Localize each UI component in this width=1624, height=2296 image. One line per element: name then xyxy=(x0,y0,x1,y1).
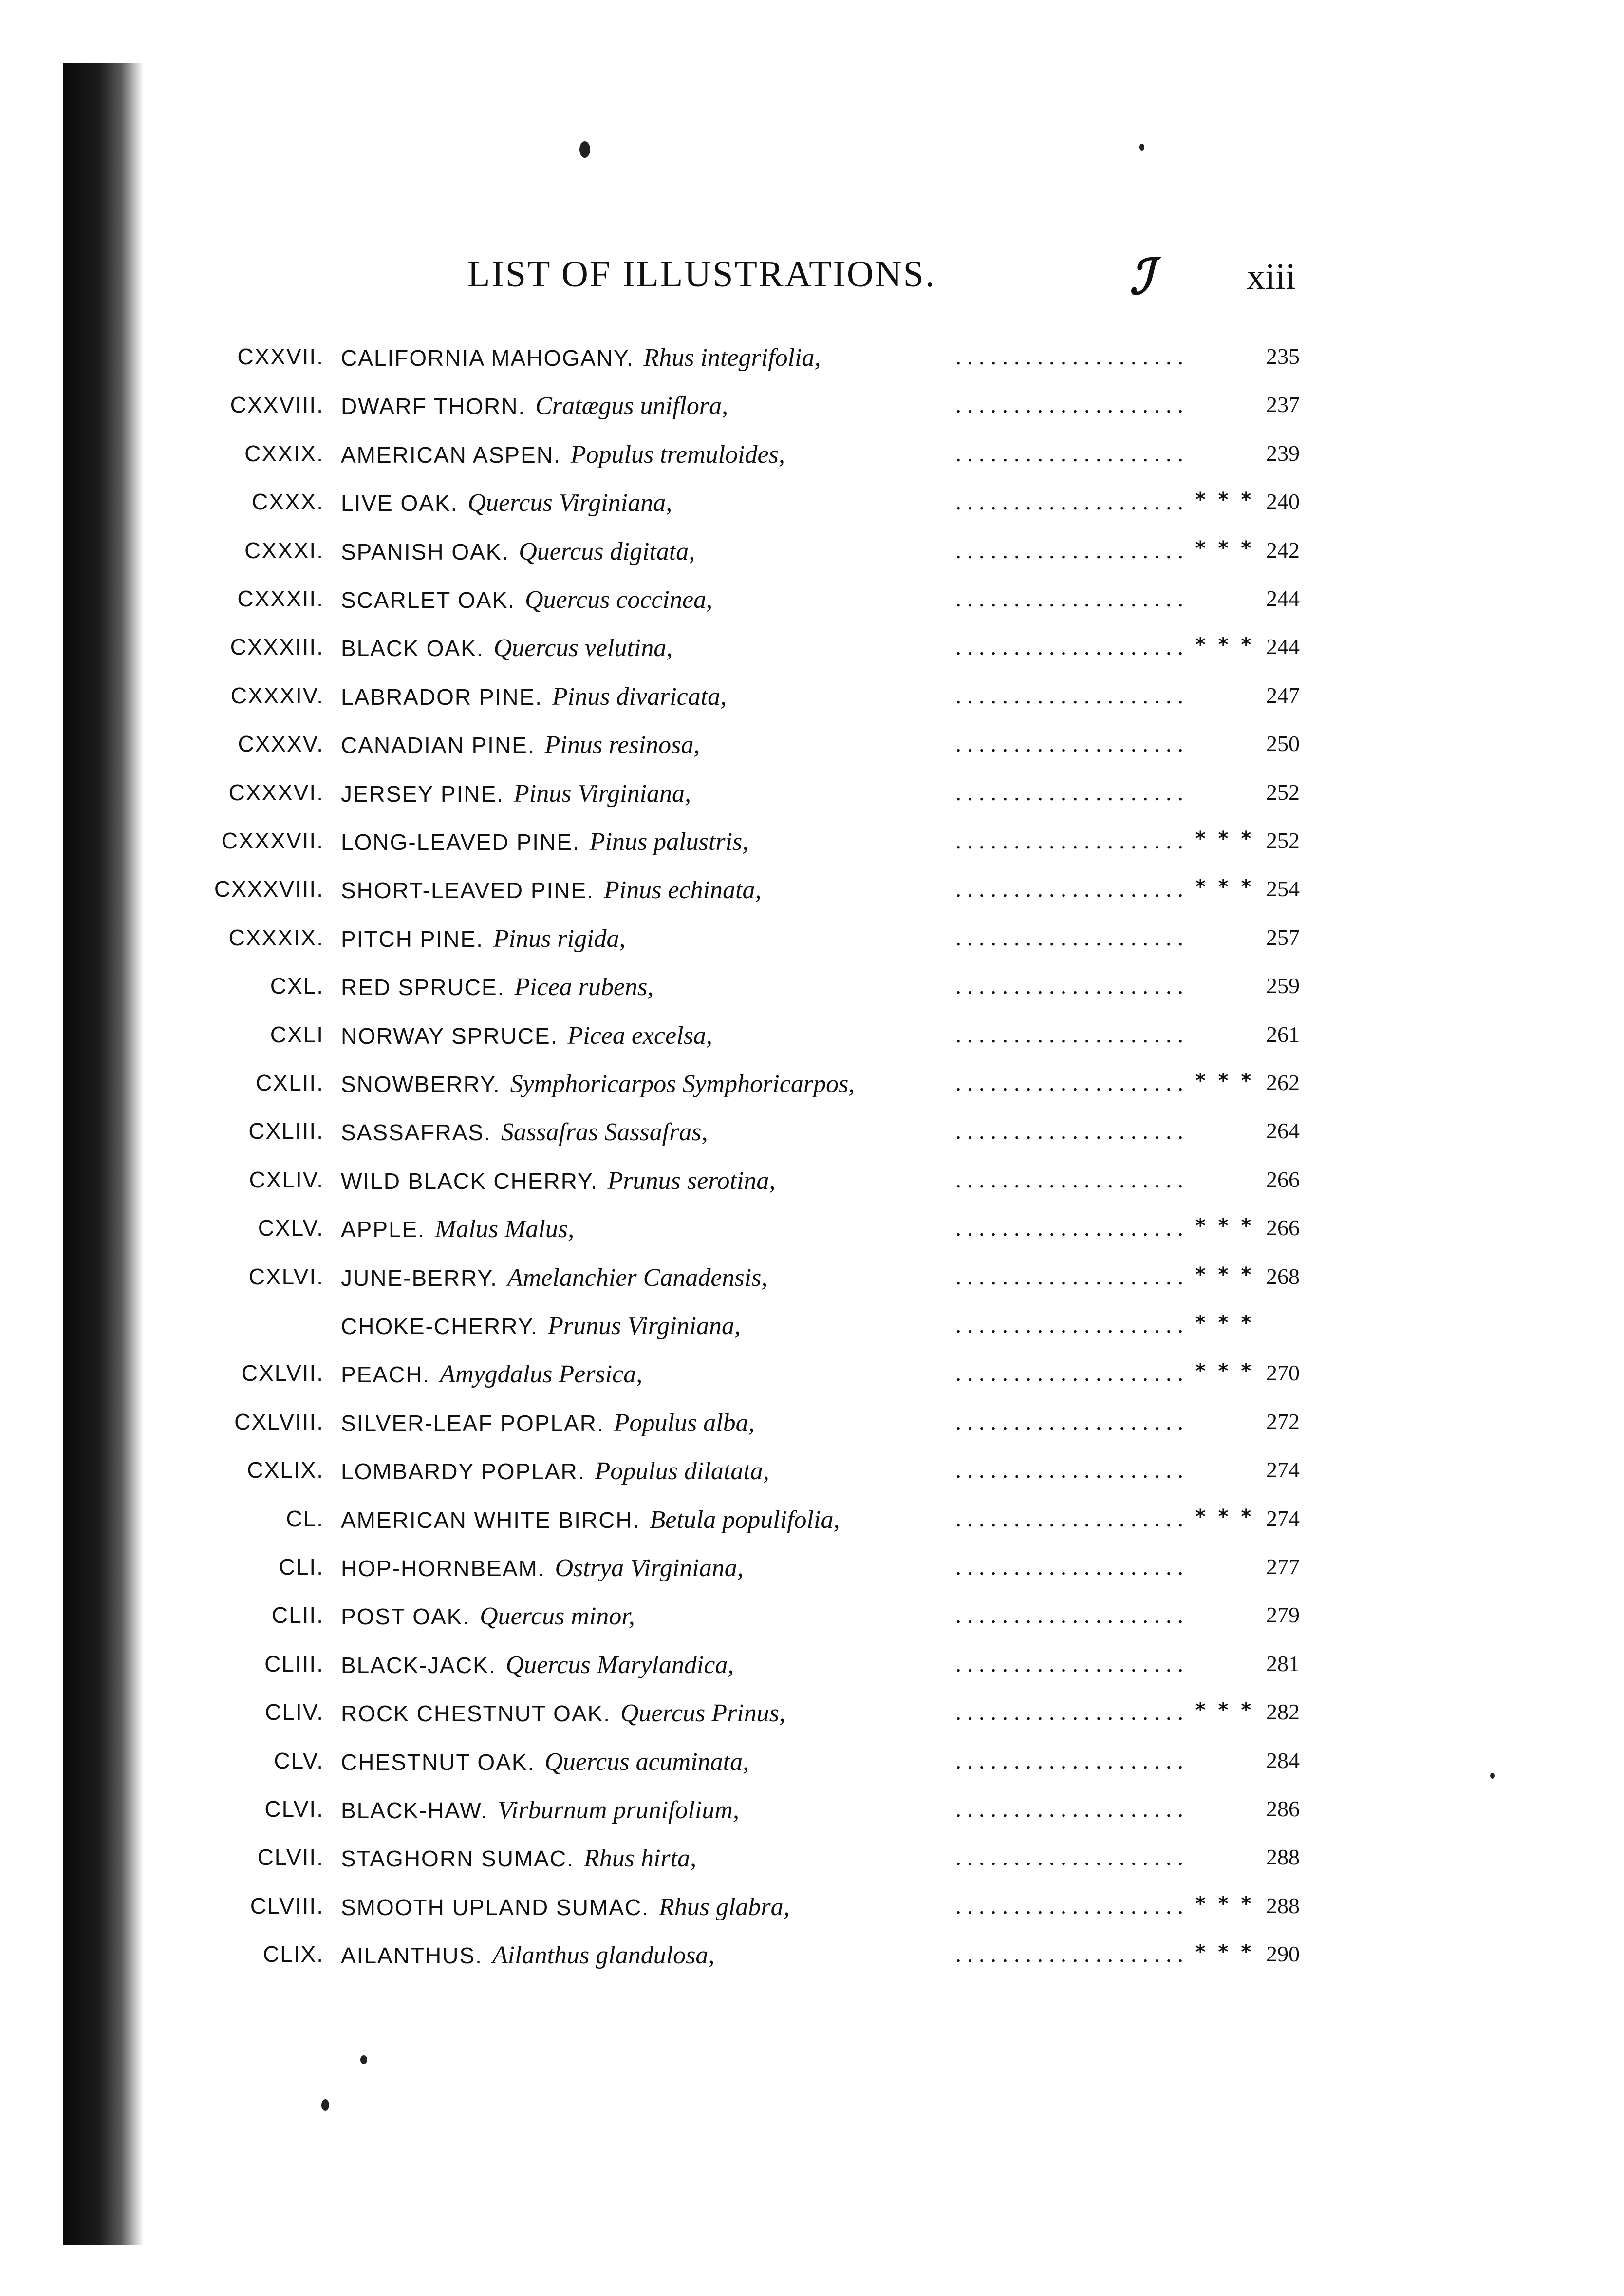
plate-numeral: CXXXIII. xyxy=(230,634,324,659)
entry-title xyxy=(341,1554,744,1582)
plate-numeral: CXLVII. xyxy=(241,1360,324,1386)
dot-leaders: . . . . . . . . . . . . . . . . . . . . xyxy=(955,780,1183,806)
entry-title xyxy=(341,392,728,420)
list-item xyxy=(0,682,1624,729)
entry-title xyxy=(341,537,695,566)
page-ref: 264 xyxy=(1266,1118,1300,1143)
plate-numeral: CXLVIII. xyxy=(234,1409,324,1434)
latin-name: Ailanthus glandulosa, xyxy=(492,1941,715,1969)
plate-numeral: CXXXII. xyxy=(237,586,324,611)
page-ref: 252 xyxy=(1266,828,1300,853)
plate-numeral: CXXXVII. xyxy=(221,828,324,853)
page-ref: 262 xyxy=(1266,1070,1300,1095)
dot-leaders: . . . . . . . . . . . . . . . . . . . . xyxy=(955,1409,1183,1435)
common-name: CHOKE-CHERRY. xyxy=(341,1314,539,1339)
common-name: WILD BLACK CHERRY. xyxy=(341,1168,598,1194)
page-ref: 250 xyxy=(1266,731,1300,756)
entry-title xyxy=(341,1651,734,1679)
plate-numeral: CXLI xyxy=(270,1022,324,1047)
entry-title xyxy=(341,1748,749,1776)
common-name: AILANTHUS. xyxy=(341,1943,483,1968)
common-name: ROCK CHESTNUT OAK. xyxy=(341,1701,611,1726)
common-name: SASSAFRAS. xyxy=(341,1120,491,1145)
list-item xyxy=(0,1360,1624,1407)
entry-title xyxy=(341,585,712,614)
plate-numeral: CLII. xyxy=(271,1602,324,1628)
page-ref: 242 xyxy=(1266,538,1300,563)
common-name: CHESTNUT OAK. xyxy=(341,1750,535,1775)
common-name: STAGHORN SUMAC. xyxy=(341,1846,574,1871)
page-ref: 244 xyxy=(1266,634,1300,659)
entry-title xyxy=(341,876,762,904)
list-item xyxy=(0,1118,1624,1165)
asterisk-marker: * * * xyxy=(1195,828,1254,850)
scan-speck xyxy=(321,2099,329,2111)
page-ref: 252 xyxy=(1266,780,1300,805)
page-ref: 279 xyxy=(1266,1602,1300,1627)
latin-name: Quercus velutina, xyxy=(493,634,673,662)
page-ref: 268 xyxy=(1266,1264,1300,1289)
latin-name: Amelanchier Canadensis, xyxy=(507,1264,768,1292)
list-item xyxy=(0,1941,1624,1988)
dot-leaders: . . . . . . . . . . . . . . . . . . . . xyxy=(955,1167,1183,1193)
latin-name: Pinus Virginiana, xyxy=(514,780,691,808)
plate-numeral: CXLII. xyxy=(256,1070,324,1095)
latin-name: Picea rubens, xyxy=(514,973,654,1001)
latin-name: Quercus minor, xyxy=(480,1602,635,1630)
dot-leaders: . . . . . . . . . . . . . . . . . . . . xyxy=(955,392,1183,418)
page-ref: 239 xyxy=(1266,441,1300,466)
list-item xyxy=(0,924,1624,971)
list-item xyxy=(0,1651,1624,1697)
common-name: CANADIAN PINE. xyxy=(341,733,535,758)
dot-leaders: . . . . . . . . . . . . . . . . . . . . xyxy=(955,828,1183,854)
dot-leaders: . . . . . . . . . . . . . . . . . . . . xyxy=(955,538,1183,564)
latin-name: Populus tremuloides, xyxy=(570,441,785,469)
dot-leaders: . . . . . . . . . . . . . . . . . . . . xyxy=(955,1264,1183,1290)
common-name: AMERICAN ASPEN. xyxy=(341,442,561,468)
list-item xyxy=(0,440,1624,487)
latin-name: Populus dilatata, xyxy=(595,1457,769,1485)
latin-name: Pinus divaricata, xyxy=(552,683,727,711)
page-ref: 284 xyxy=(1266,1748,1300,1773)
list-item xyxy=(0,1215,1624,1261)
plate-numeral: CXXX. xyxy=(251,489,324,514)
scan-speck xyxy=(360,2055,367,2064)
entry-title xyxy=(341,731,700,759)
asterisk-marker: * * * xyxy=(1195,1941,1254,1963)
plate-numeral: CXLIV. xyxy=(249,1167,324,1192)
plate-numeral: CLV. xyxy=(274,1748,324,1773)
latin-name: Populus alba, xyxy=(614,1409,755,1437)
entry-title xyxy=(341,828,748,856)
list-item xyxy=(0,634,1624,680)
latin-name: Quercus digitata, xyxy=(519,538,695,565)
dot-leaders: . . . . . . . . . . . . . . . . . . . . xyxy=(955,1070,1183,1096)
entry-title xyxy=(341,1312,741,1340)
dot-leaders: . . . . . . . . . . . . . . . . . . . . xyxy=(955,1360,1183,1386)
page-ref: 257 xyxy=(1266,925,1300,950)
common-name: LOMBARDY POPLAR. xyxy=(341,1459,585,1484)
entry-title xyxy=(341,634,672,662)
dot-leaders: . . . . . . . . . . . . . . . . . . . . xyxy=(955,1312,1183,1338)
plate-numeral: CLIX. xyxy=(262,1941,324,1967)
plate-numeral: CXLIII. xyxy=(248,1118,324,1144)
list-item xyxy=(0,1699,1624,1746)
plate-numeral: CXLIX. xyxy=(247,1457,324,1483)
entry-title xyxy=(341,1941,714,1970)
latin-name: Malus Malus, xyxy=(435,1215,575,1243)
asterisk-marker: * * * xyxy=(1195,1312,1254,1334)
dot-leaders: . . . . . . . . . . . . . . . . . . . . xyxy=(955,1506,1183,1532)
page-ref: 261 xyxy=(1266,1022,1300,1047)
plate-numeral: CLVI. xyxy=(264,1796,324,1822)
latin-name: Ostrya Virginiana, xyxy=(555,1554,744,1582)
entry-title xyxy=(341,1699,785,1728)
page-ref: 290 xyxy=(1266,1941,1300,1966)
latin-name: Pinus rigida, xyxy=(493,925,626,953)
asterisk-marker: * * * xyxy=(1195,634,1254,656)
common-name: LONG-LEAVED PINE. xyxy=(341,829,580,855)
entry-title xyxy=(341,1602,635,1631)
plate-numeral: CXXXIX. xyxy=(228,925,324,950)
dot-leaders: . . . . . . . . . . . . . . . . . . . . xyxy=(955,634,1183,660)
plate-numeral: CXXXIV. xyxy=(230,683,324,708)
latin-name: Symphoricarpos Symphoricarpos, xyxy=(510,1070,855,1098)
common-name: NORWAY SPRUCE. xyxy=(341,1023,558,1049)
dot-leaders: . . . . . . . . . . . . . . . . . . . . xyxy=(955,489,1183,515)
entry-title xyxy=(341,489,672,517)
page-ref: 288 xyxy=(1266,1893,1300,1918)
latin-name: Prunus serotina, xyxy=(607,1167,776,1195)
page-ref: 282 xyxy=(1266,1699,1300,1724)
dot-leaders: . . . . . . . . . . . . . . . . . . . . xyxy=(955,1118,1183,1144)
asterisk-marker: * * * xyxy=(1195,1215,1254,1237)
list-item xyxy=(0,585,1624,632)
entry-title xyxy=(341,343,821,372)
dot-leaders: . . . . . . . . . . . . . . . . . . . . xyxy=(955,973,1183,999)
common-name: CALIFORNIA MAHOGANY. xyxy=(341,345,634,371)
list-item xyxy=(0,489,1624,535)
latin-name: Virburnum prunifolium, xyxy=(498,1796,739,1824)
latin-name: Rhus hirta, xyxy=(583,1844,697,1872)
page-ref: 254 xyxy=(1266,876,1300,901)
page-ref: 237 xyxy=(1266,392,1300,417)
common-name: AMERICAN WHITE BIRCH. xyxy=(341,1507,640,1533)
page-ref: 244 xyxy=(1266,586,1300,611)
entry-title xyxy=(341,1215,574,1243)
common-name: DWARF THORN. xyxy=(341,394,526,419)
list-item xyxy=(0,1796,1624,1843)
latin-name: Quercus coccinea, xyxy=(525,586,713,614)
common-name: APPLE. xyxy=(341,1217,426,1242)
latin-name: Rhus integrifolia, xyxy=(643,344,821,372)
list-item xyxy=(0,1312,1624,1358)
dot-leaders: . . . . . . . . . . . . . . . . . . . . xyxy=(955,1748,1183,1774)
asterisk-marker: * * * xyxy=(1195,1893,1254,1915)
latin-name: Quercus Marylandica, xyxy=(505,1651,734,1679)
entry-title xyxy=(341,1457,769,1486)
scan-speck xyxy=(579,141,590,158)
entry-title xyxy=(341,1263,767,1292)
list-item xyxy=(0,1409,1624,1455)
dot-leaders: . . . . . . . . . . . . . . . . . . . . xyxy=(955,1215,1183,1241)
page-title: LIST OF ILLUSTRATIONS. xyxy=(467,254,936,295)
latin-name: Quercus acuminata, xyxy=(544,1748,749,1776)
list-item xyxy=(0,1748,1624,1794)
dot-leaders: . . . . . . . . . . . . . . . . . . . . xyxy=(955,1022,1183,1048)
common-name: RED SPRUCE. xyxy=(341,975,505,1000)
list-item xyxy=(0,1021,1624,1068)
plate-numeral: CXXXVI. xyxy=(228,780,324,805)
dot-leaders: . . . . . . . . . . . . . . . . . . . . xyxy=(955,683,1183,709)
common-name: SCARLET OAK. xyxy=(341,587,516,613)
plate-numeral: CXXVIII. xyxy=(230,392,324,417)
plate-numeral: CXXVII. xyxy=(237,344,324,369)
page-ref: 274 xyxy=(1266,1506,1300,1531)
asterisk-marker: * * * xyxy=(1195,1506,1254,1528)
dot-leaders: . . . . . . . . . . . . . . . . . . . . xyxy=(955,1893,1183,1919)
asterisk-marker: * * * xyxy=(1195,876,1254,898)
list-item xyxy=(0,828,1624,874)
asterisk-marker: * * * xyxy=(1195,1699,1254,1721)
entry-title xyxy=(341,682,727,711)
dot-leaders: . . . . . . . . . . . . . . . . . . . . xyxy=(955,586,1183,612)
latin-name: Picea excelsa, xyxy=(567,1022,712,1050)
common-name: LABRADOR PINE. xyxy=(341,684,542,710)
plate-numeral: CXL. xyxy=(270,973,324,998)
plate-numeral: CLIV. xyxy=(265,1699,324,1725)
dot-leaders: . . . . . . . . . . . . . . . . . . . . xyxy=(955,1457,1183,1483)
asterisk-marker: * * * xyxy=(1195,1263,1254,1286)
plate-numeral: CLVIII. xyxy=(250,1893,324,1919)
plate-numeral: CXXXV. xyxy=(238,731,324,756)
entry-title xyxy=(341,779,691,808)
common-name: SHORT-LEAVED PINE. xyxy=(341,878,594,903)
list-item xyxy=(0,973,1624,1019)
asterisk-marker: * * * xyxy=(1195,1070,1254,1092)
list-item xyxy=(0,1844,1624,1891)
asterisk-marker: * * * xyxy=(1195,1360,1254,1382)
entry-title xyxy=(341,1070,855,1098)
entry-title xyxy=(341,1506,840,1534)
plate-numeral: CLIII. xyxy=(264,1651,324,1676)
page-ref: 270 xyxy=(1266,1360,1300,1385)
handwritten-mark: ℐ xyxy=(1130,250,1153,304)
list-item xyxy=(0,1554,1624,1600)
latin-name: Pinus resinosa, xyxy=(544,731,700,759)
plate-numeral: CXLV. xyxy=(258,1215,324,1241)
dot-leaders: . . . . . . . . . . . . . . . . . . . . xyxy=(955,1602,1183,1628)
entry-title xyxy=(341,440,785,469)
page-ref: 281 xyxy=(1266,1651,1300,1676)
common-name: POST OAK. xyxy=(341,1604,470,1629)
list-item xyxy=(0,1893,1624,1939)
entry-title xyxy=(341,1167,775,1195)
dot-leaders: . . . . . . . . . . . . . . . . . . . . xyxy=(955,1796,1183,1822)
entry-title xyxy=(341,1118,708,1147)
dot-leaders: . . . . . . . . . . . . . . . . . . . . xyxy=(955,925,1183,951)
list-item xyxy=(0,343,1624,390)
list-item xyxy=(0,1070,1624,1116)
list-item xyxy=(0,731,1624,777)
list-item xyxy=(0,1263,1624,1310)
dot-leaders: . . . . . . . . . . . . . . . . . . . . xyxy=(955,1651,1183,1677)
plate-numeral: CLVII. xyxy=(257,1844,324,1870)
latin-name: Pinus echinata, xyxy=(604,876,762,904)
entry-title xyxy=(341,1409,755,1437)
page-number: xiii xyxy=(1247,256,1296,297)
latin-name: Quercus Prinus, xyxy=(620,1699,785,1727)
common-name: SILVER-LEAF POPLAR. xyxy=(341,1411,604,1436)
common-name: BLACK-JACK. xyxy=(341,1653,496,1678)
asterisk-marker: * * * xyxy=(1195,489,1254,511)
asterisk-marker: * * * xyxy=(1195,537,1254,560)
dot-leaders: . . . . . . . . . . . . . . . . . . . . xyxy=(955,876,1183,902)
entry-title xyxy=(341,1893,790,1921)
dot-leaders: . . . . . . . . . . . . . . . . . . . . xyxy=(955,731,1183,757)
entry-title xyxy=(341,973,653,1001)
list-item xyxy=(0,1457,1624,1504)
common-name: HOP-HORNBEAM. xyxy=(341,1556,545,1581)
common-name: JUNE-BERRY. xyxy=(341,1265,498,1291)
common-name: BLACK-HAW. xyxy=(341,1798,488,1823)
entry-title xyxy=(341,1796,739,1825)
page-ref: 272 xyxy=(1266,1409,1300,1434)
page-ref: 240 xyxy=(1266,489,1300,514)
list-item xyxy=(0,1167,1624,1213)
page-ref: 288 xyxy=(1266,1844,1300,1869)
page-ref: 277 xyxy=(1266,1554,1300,1579)
latin-name: Prunus Virginiana, xyxy=(548,1312,741,1340)
dot-leaders: . . . . . . . . . . . . . . . . . . . . xyxy=(955,1554,1183,1580)
common-name: SNOWBERRY. xyxy=(341,1072,501,1097)
entry-title xyxy=(341,924,626,953)
common-name: PEACH. xyxy=(341,1362,430,1387)
dot-leaders: . . . . . . . . . . . . . . . . . . . . xyxy=(955,1941,1183,1967)
common-name: JERSEY PINE. xyxy=(341,781,504,807)
latin-name: Rhus glabra, xyxy=(658,1893,790,1921)
dot-leaders: . . . . . . . . . . . . . . . . . . . . xyxy=(955,344,1183,370)
page-ref: 274 xyxy=(1266,1457,1300,1482)
list-item xyxy=(0,779,1624,826)
list-item xyxy=(0,876,1624,922)
plate-numeral: CXXXI. xyxy=(244,538,324,563)
latin-name: Quercus Virginiana, xyxy=(467,489,672,517)
list-item xyxy=(0,1602,1624,1649)
common-name: BLACK OAK. xyxy=(341,636,484,661)
dot-leaders: . . . . . . . . . . . . . . . . . . . . xyxy=(955,1844,1183,1870)
latin-name: Pinus palustris, xyxy=(589,828,749,856)
entry-title xyxy=(341,1844,696,1873)
list-item xyxy=(0,537,1624,584)
common-name: PITCH PINE. xyxy=(341,926,484,952)
common-name: LIVE OAK. xyxy=(341,490,458,516)
common-name: SPANISH OAK. xyxy=(341,539,509,565)
page-ref: 266 xyxy=(1266,1167,1300,1192)
plate-numeral: CXXXVIII. xyxy=(214,876,324,902)
scan-speck xyxy=(1139,144,1144,151)
page-ref: 259 xyxy=(1266,973,1300,998)
plate-numeral: CXLVI. xyxy=(248,1264,324,1289)
page-ref: 286 xyxy=(1266,1796,1300,1821)
page-ref: 266 xyxy=(1266,1215,1300,1240)
latin-name: Amygdalus Persica, xyxy=(440,1360,643,1388)
page-ref: 235 xyxy=(1266,344,1300,369)
entry-title xyxy=(341,1360,642,1389)
dot-leaders: . . . . . . . . . . . . . . . . . . . . xyxy=(955,441,1183,467)
plate-numeral: CLI. xyxy=(279,1554,324,1580)
latin-name: Betula populifolia, xyxy=(650,1506,840,1534)
plate-numeral: CL. xyxy=(286,1506,324,1531)
list-item xyxy=(0,1506,1624,1552)
common-name: SMOOTH UPLAND SUMAC. xyxy=(341,1895,649,1920)
page-ref: 247 xyxy=(1266,683,1300,708)
latin-name: Cratægus uniflora, xyxy=(535,392,728,420)
plate-numeral: CXXIX. xyxy=(244,441,324,466)
list-item xyxy=(0,392,1624,438)
dot-leaders: . . . . . . . . . . . . . . . . . . . . xyxy=(955,1699,1183,1725)
entry-title xyxy=(341,1021,712,1050)
latin-name: Sassafras Sassafras, xyxy=(501,1118,708,1146)
